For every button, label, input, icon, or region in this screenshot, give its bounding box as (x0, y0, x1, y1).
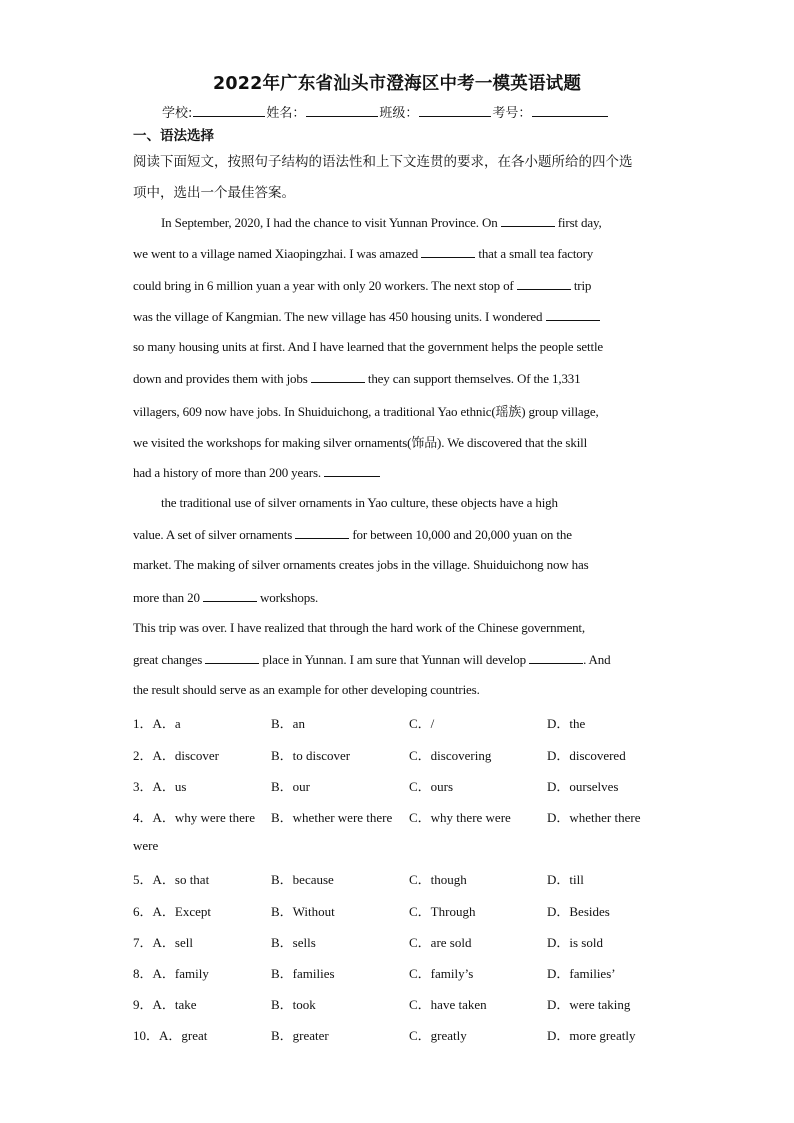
name-blank[interactable] (306, 103, 378, 117)
option-a[interactable]: 2．A．discover (133, 748, 219, 763)
option-d[interactable]: D．ourselves (547, 779, 619, 794)
option-c[interactable]: C．discovering (409, 748, 492, 763)
option-a[interactable]: 7．A．sell (133, 935, 193, 950)
question-row (133, 963, 673, 983)
passage-text: . And (583, 652, 611, 667)
passage-text: down and provides them with jobs (133, 371, 311, 386)
passage-text: was the village of Kangmian. The new village has 450 housing units. I wondered (133, 309, 546, 324)
question-row (133, 869, 673, 889)
option-b[interactable]: B．whether were there (271, 810, 393, 825)
blank-6[interactable] (324, 464, 380, 477)
option-c[interactable]: C．Through (409, 904, 476, 919)
passage-text: great changes (133, 652, 206, 667)
passage-text: they can support themselves. Of the 1,331 (364, 371, 581, 386)
option-d[interactable]: D．till (547, 872, 584, 887)
passage-text: had a history of more than 200 years. (133, 465, 325, 480)
school-label: 学校: (162, 106, 193, 121)
blank-7[interactable] (295, 526, 349, 539)
question-row (133, 713, 673, 733)
question-row (133, 994, 673, 1014)
blank-5[interactable] (311, 370, 365, 383)
passage-text: value. A set of silver ornaments (133, 527, 296, 542)
option-a[interactable]: 4．A．why were there (133, 810, 256, 825)
passage-line (133, 464, 380, 481)
option-c[interactable]: C．why there were (409, 810, 511, 825)
passage-text: we went to a village named Xiaopingzhai. I was amazed (133, 246, 422, 261)
option-d[interactable]: D．were taking (547, 997, 631, 1012)
passage-line: so many housing units at first. And I have learned that the government helps the people settle (133, 339, 604, 354)
option-a[interactable]: 3．A．us (133, 779, 187, 794)
option-b[interactable]: B．because (271, 872, 334, 887)
option-a[interactable]: 6．A．Except (133, 904, 211, 919)
question-row-continuation (133, 838, 673, 858)
option-c[interactable]: C．are sold (409, 935, 472, 950)
option-d[interactable]: D．families’ (547, 966, 616, 981)
question-row (133, 807, 673, 827)
class-blank[interactable] (419, 103, 491, 117)
passage-line: we visited the workshops for making silver ornaments(饰品). We discovered that the skill (133, 435, 588, 450)
option-c[interactable]: C．greatly (409, 1028, 467, 1043)
passage-line (133, 370, 581, 387)
question-row (133, 1025, 673, 1045)
option-a[interactable]: 8．A．family (133, 966, 209, 981)
option-b[interactable]: B．took (271, 997, 316, 1012)
exam-no-blank[interactable] (532, 103, 608, 117)
passage-text: for between 10,000 and 20,000 yuan on the (349, 527, 572, 542)
option-b[interactable]: B．Without (271, 904, 335, 919)
option-a[interactable]: 9．A．take (133, 997, 197, 1012)
passage-line (133, 308, 600, 325)
option-a[interactable]: 10．A．great (133, 1028, 208, 1043)
blank-10[interactable] (529, 651, 583, 664)
passage-text: In September, 2020, I had the chance to visit Yunnan Province. On (161, 215, 501, 230)
option-b[interactable]: B．sells (271, 935, 316, 950)
question-row (133, 901, 673, 921)
option-c[interactable]: C．family’s (409, 966, 474, 981)
passage-text: first day, (554, 215, 602, 230)
passage-line (133, 277, 591, 294)
question-row (133, 932, 673, 952)
blank-4[interactable] (546, 308, 600, 321)
passage-text: trip (570, 278, 592, 293)
passage-line: the result should serve as an example for other developing countries. (133, 682, 480, 697)
passage-text: could bring in 6 million yuan a year with only 20 workers. The next stop of (133, 278, 517, 293)
passage-line (133, 245, 593, 262)
passage-text: more than 20 (133, 590, 203, 605)
blank-3[interactable] (517, 277, 571, 290)
option-d[interactable]: D．is sold (547, 935, 603, 950)
option-b[interactable]: B．our (271, 779, 311, 794)
name-label: 姓名： (266, 106, 306, 121)
passage-line: This trip was over. I have realized that through the hard work of the Chinese government, (133, 620, 585, 635)
exam-title: 2022年广东省汕头市澄海区中考一模英语试题 (212, 74, 582, 94)
question-row (133, 776, 673, 796)
blank-9[interactable] (205, 651, 259, 664)
blank-2[interactable] (421, 245, 475, 258)
option-d[interactable]: D．discovered (547, 748, 626, 763)
passage-line: market. The making of silver ornaments creates jobs in the village. Shuiduichong now has (133, 557, 589, 572)
option-d-continuation: were (133, 838, 159, 853)
option-b[interactable]: B．families (271, 966, 335, 981)
passage-text: workshops. (256, 590, 319, 605)
class-label: 班级： (379, 106, 419, 121)
passage-line: villagers, 609 now have jobs. In Shuiduichong, a traditional Yao ethnic(瑶族) group village, (133, 404, 599, 419)
instruction-line-1: 阅读下面短文，按照句子结构的语法性和上下文连贯的要求，在各小题所给的四个选 (133, 154, 633, 170)
option-b[interactable]: B．to discover (271, 748, 351, 763)
option-a[interactable]: 5．A．so that (133, 872, 210, 887)
section-title: 一、语法选择 (133, 128, 214, 144)
student-info-line (162, 102, 609, 121)
option-c[interactable]: C．ours (409, 779, 454, 794)
blank-1[interactable] (501, 214, 555, 227)
passage-line (133, 526, 572, 543)
passage-line (133, 651, 610, 668)
option-a[interactable]: 1．A．a (133, 716, 181, 731)
option-c[interactable]: C．/ (409, 716, 435, 731)
option-d[interactable]: D．Besides (547, 904, 610, 919)
option-c[interactable]: C．though (409, 872, 467, 887)
exam-no-label: 考号： (492, 106, 532, 121)
option-c[interactable]: C．have taken (409, 997, 487, 1012)
school-blank[interactable] (193, 103, 265, 117)
passage-line (133, 589, 318, 606)
question-row (133, 745, 673, 765)
instruction-line-2: 项中，选出一个最佳答案。 (133, 185, 295, 201)
passage-line: the traditional use of silver ornaments in Yao culture, these objects have a high (161, 495, 558, 510)
option-d[interactable]: D．whether there (547, 810, 641, 825)
option-b[interactable]: B．an (271, 716, 305, 731)
passage-line (161, 214, 602, 231)
blank-8[interactable] (203, 589, 257, 602)
option-d[interactable]: D．the (547, 716, 586, 731)
option-b[interactable]: B．greater (271, 1028, 329, 1043)
option-d[interactable]: D．more greatly (547, 1028, 636, 1043)
passage-text: that a small tea factory (475, 246, 594, 261)
passage-text: place in Yunnan. I am sure that Yunnan will develop (259, 652, 530, 667)
